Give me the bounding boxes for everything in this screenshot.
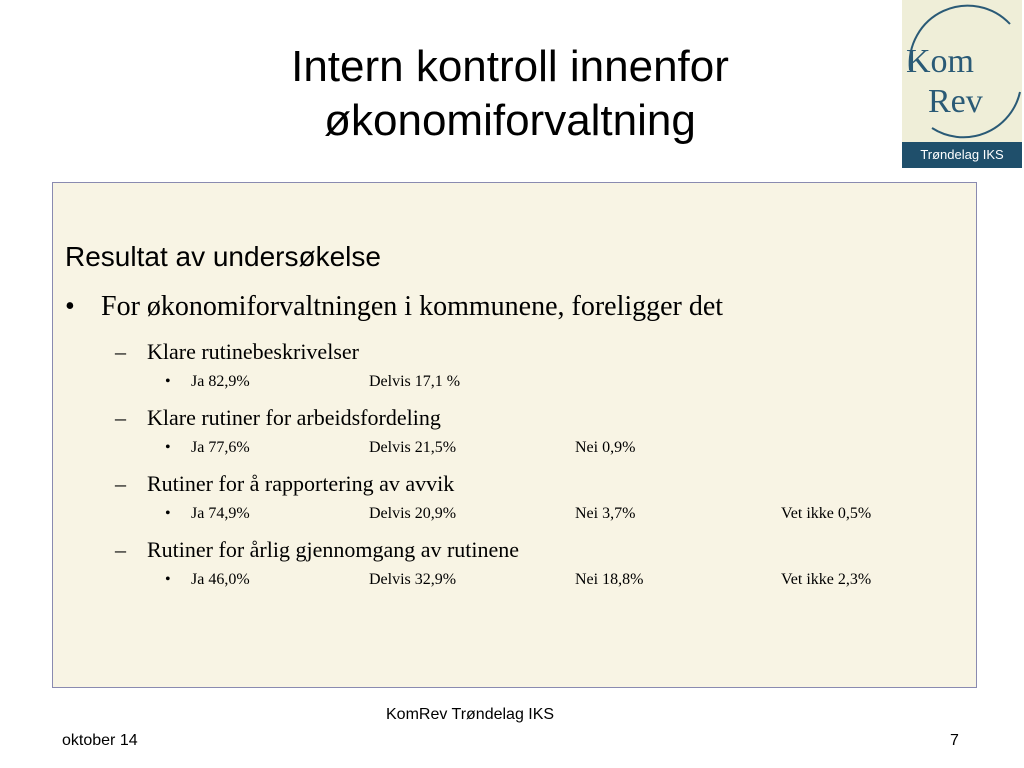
bullet-text: For økonomiforvaltningen i kommunene, foreligger det (101, 291, 724, 322)
content-box (52, 182, 977, 688)
slide-title (130, 40, 890, 148)
result-value: Ja 82,9% (191, 373, 250, 390)
result-value: Vet ikke 0,5% (781, 505, 872, 522)
dash-icon: – (115, 339, 126, 364)
dash-icon: – (115, 537, 126, 562)
dash-icon: – (115, 471, 126, 496)
komrev-logo (902, 0, 1022, 168)
footer-organization: KomRev Trøndelag IKS (386, 706, 555, 723)
bullet-dot-icon: • (165, 439, 171, 456)
slide-title-line-2: økonomiforvaltning (324, 96, 696, 145)
bullet-dot-icon: • (165, 373, 171, 390)
dash-icon: – (115, 405, 126, 430)
bullet-dot-icon: • (165, 571, 171, 588)
bullet-dot-icon: • (165, 505, 171, 522)
result-value: Nei 3,7% (575, 505, 636, 522)
slide-title-line-1: Intern kontroll innenfor (291, 42, 729, 91)
sub-item-label: Klare rutinebeskrivelser (147, 339, 359, 364)
result-value: Delvis 20,9% (369, 505, 457, 522)
bullet-dot-icon: • (65, 291, 75, 322)
result-value: Ja 74,9% (191, 505, 250, 522)
result-value: Ja 46,0% (191, 571, 250, 588)
result-value: Vet ikke 2,3% (781, 571, 872, 588)
logo-text-rev: Rev (928, 83, 983, 120)
sub-item-label: Rutiner for å rapportering av avvik (147, 471, 455, 496)
section-heading: Resultat av undersøkelse (65, 241, 381, 272)
result-row (165, 373, 945, 393)
result-row (165, 571, 945, 591)
logo-bar-text: Trøndelag IKS (902, 142, 1022, 168)
footer-page-number: 7 (950, 732, 959, 749)
logo-text-kom: Kom (906, 43, 974, 80)
result-value: Delvis 21,5% (369, 439, 457, 456)
logo-emblem-icon (902, 0, 1022, 142)
sub-item-label: Rutiner for årlig gjennomgang av rutinene (147, 537, 520, 562)
result-value: Delvis 17,1 % (369, 373, 461, 390)
result-value: Nei 0,9% (575, 439, 636, 456)
result-value: Delvis 32,9% (369, 571, 457, 588)
result-row (165, 439, 945, 459)
footer-date: oktober 14 (62, 732, 138, 749)
result-value: Ja 77,6% (191, 439, 250, 456)
result-row (165, 505, 945, 525)
result-value: Nei 18,8% (575, 571, 644, 588)
sub-item-label: Klare rutiner for arbeidsfordeling (147, 405, 441, 430)
